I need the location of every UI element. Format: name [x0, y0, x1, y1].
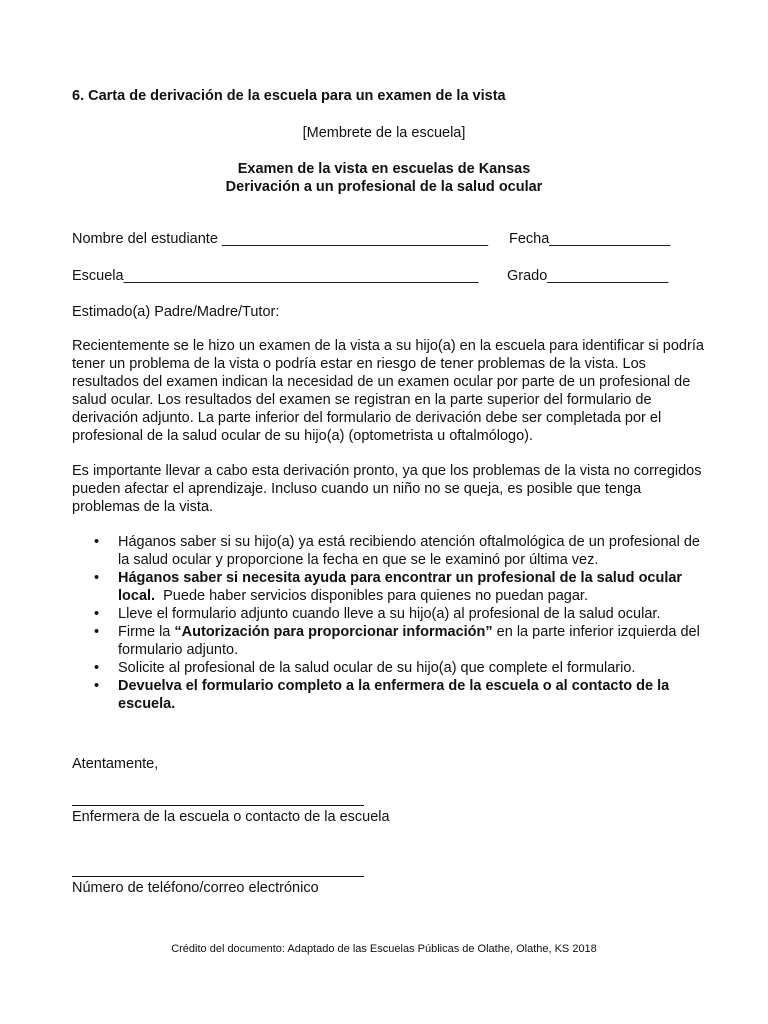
- bullet-icon: •: [94, 624, 100, 640]
- list-item: [72, 605, 702, 623]
- list-item-bold-text: Devuelva el formulario completo a la enfermera de la escuela o al contacto de la escuela.: [118, 678, 670, 712]
- instruction-list: [72, 533, 702, 713]
- list-item-text: Solicite al profesional de la salud ocular de su hijo(a) que complete el formulario.: [118, 660, 636, 676]
- student-name-row: [72, 230, 712, 248]
- bullet-icon: •: [94, 570, 100, 586]
- list-item-text: Háganos saber si su hijo(a) ya está recibiendo atención oftalmológica de un profesional de la salud ocular y proporcione la fecha en que se le examinó por última vez.: [118, 534, 700, 568]
- list-item-text: Puede haber servicios disponibles para quienes no puedan pagar.: [163, 588, 588, 604]
- heading-line-1: Examen de la vista en escuelas de Kansas: [237, 161, 531, 177]
- bullet-icon: •: [94, 606, 100, 622]
- list-item-bold-text: Háganos saber si necesita ayuda para encontrar un profesional de la salud ocular local.: [118, 570, 683, 604]
- school-field[interactable]: Escuela____________________________________________: [72, 268, 479, 284]
- list-item-text: Lleve el formulario adjunto cuando lleve a su hijo(a) al profesional de la salud ocular.: [118, 606, 661, 622]
- list-item-bold-text: “Autorización para proporcionar información”: [174, 624, 493, 640]
- bullet-icon: •: [94, 534, 100, 550]
- nurse-signature-label: Enfermera de la escuela o contacto de la escuela: [72, 809, 390, 825]
- list-item: [72, 659, 702, 677]
- list-item: [72, 533, 702, 569]
- list-item-text: en la parte inferior izquierda del formulario adjunto.: [118, 624, 700, 658]
- phone-email-line[interactable]: [72, 876, 364, 877]
- grade-field[interactable]: Grado_______________: [507, 268, 669, 284]
- school-row: [72, 267, 712, 285]
- bullet-icon: •: [94, 678, 100, 694]
- closing: Atentamente,: [72, 756, 159, 772]
- nurse-signature-line[interactable]: [72, 805, 364, 806]
- list-item-text: Firme la: [118, 624, 171, 640]
- letterhead-placeholder: [Membrete de la escuela]: [302, 125, 466, 141]
- list-item: [72, 677, 702, 713]
- list-item: [72, 623, 702, 659]
- salutation: Estimado(a) Padre/Madre/Tutor:: [72, 304, 280, 320]
- letter-heading: [0, 160, 768, 196]
- heading-line-2: Derivación a un profesional de la salud ocular: [225, 179, 543, 195]
- list-item: [72, 569, 702, 605]
- date-field[interactable]: Fecha_______________: [509, 231, 671, 247]
- document-credit: Crédito del documento: Adaptado de las Escuelas Públicas de Olathe, Olathe, KS 2018: [171, 943, 597, 955]
- bullet-icon: •: [94, 660, 100, 676]
- paragraph-1: Recientemente se le hizo un examen de la vista a su hijo(a) en la escuela para identificar si podría tener un problema de la vista o podría estar en riesgo de tener problemas de la vista. Los resultados del examen indican la necesidad de un examen ocular por parte de un profesional de salud ocular. Los resultados del examen se registran en la parte superior del formulario de derivación adjunto. La parte inferior del formulario de derivación debe ser completada por el profesional de la salud ocular de su hijo(a) (optometrista u oftalmólogo).: [72, 338, 704, 444]
- paragraph-2: Es importante llevar a cabo esta derivación pronto, ya que los problemas de la vista no corregidos pueden afectar el aprendizaje. Incluso cuando un niño no se queja, es posible que tenga problemas de la vista.: [72, 463, 702, 515]
- section-title: 6. Carta de derivación de la escuela para un examen de la vista: [72, 88, 506, 104]
- phone-email-label: Número de teléfono/correo electrónico: [72, 880, 319, 896]
- student-name-field[interactable]: Nombre del estudiante _________________________________: [72, 231, 489, 247]
